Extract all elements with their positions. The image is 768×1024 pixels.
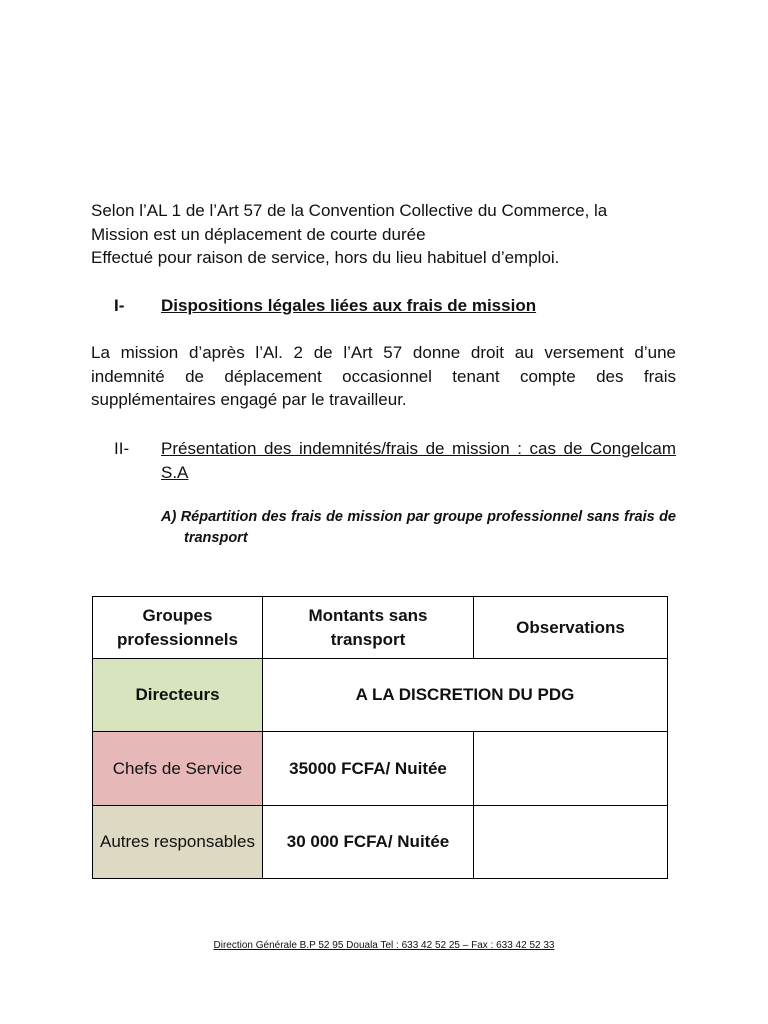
page-footer [0, 940, 768, 951]
header-amounts: Montants sans transport [263, 597, 474, 659]
group-cell: Autres responsables [93, 806, 263, 879]
header-observations: Observations [474, 597, 668, 659]
intro-line-2: Mission est un déplacement de courte durée [91, 224, 426, 244]
table-row [93, 806, 668, 879]
table-row [93, 732, 668, 806]
table-header-row [93, 597, 668, 659]
observation-cell [474, 806, 668, 879]
amount-cell: 30 000 FCFA/ Nuitée [263, 806, 474, 879]
amount-cell: 35000 FCFA/ Nuitée [263, 732, 474, 806]
section-1-body: La mission d’après l’Al. 2 de l’Art 57 donne droit au versement d’une indemnité de déplacement occasionnel tenant compte des frais supplémentaires engagé par le travailleur. [91, 343, 676, 409]
mission-fees-table [92, 596, 668, 879]
amount-cell: A LA DISCRETION DU PDG [263, 659, 668, 732]
section-1-title: Dispositions légales liées aux frais de mission [161, 296, 537, 315]
table-row [93, 659, 668, 732]
group-cell: Chefs de Service [93, 732, 263, 806]
subsection-a-title: A) Répartition des frais de mission par groupe professionnel sans frais de transport [161, 509, 676, 546]
group-cell: Directeurs [93, 659, 263, 732]
footer-contact: Direction Générale B.P 52 95 Douala Tel : 633 42 52 25 – Fax : 633 42 52 33 [213, 940, 555, 951]
intro-line-1: Selon l’AL 1 de l’Art 57 de la Convention Collective du Commerce, la [91, 201, 608, 220]
section-2-number: II- [114, 439, 130, 458]
section-2-title: Présentation des indemnités/frais de mission : cas de Congelcam S.A [161, 439, 676, 482]
section-1-number: I- [114, 296, 125, 315]
intro-line-3: Effectué pour raison de service, hors du lieu habituel d’emploi. [91, 248, 560, 267]
header-groups: Groupes professionnels [93, 597, 263, 659]
observation-cell [474, 732, 668, 806]
intro-paragraph [91, 199, 676, 270]
